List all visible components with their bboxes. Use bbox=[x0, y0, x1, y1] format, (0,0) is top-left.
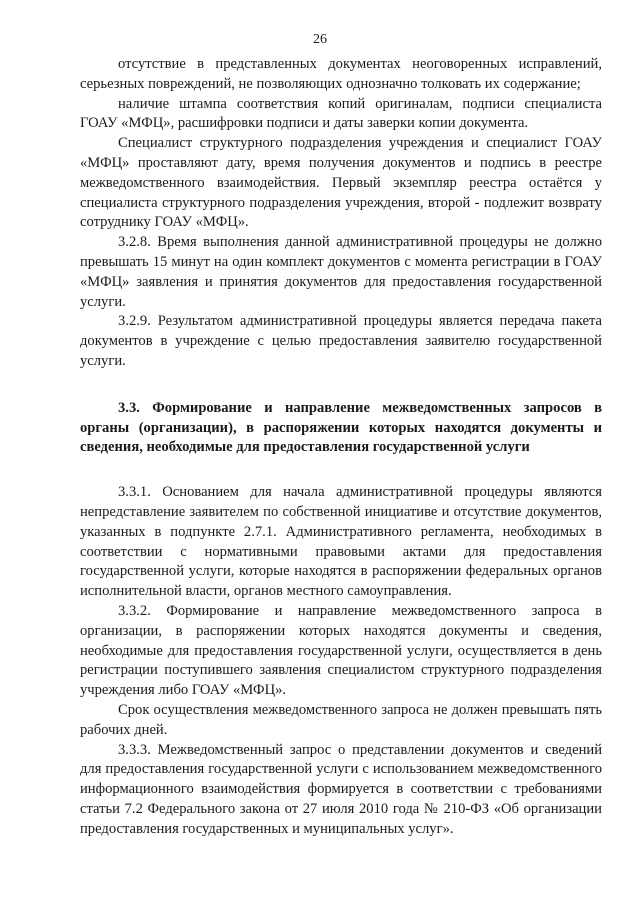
paragraph: наличие штампа соответствия копий оригиналам, подписи специалиста ГОАУ «МФЦ», расшифровки подписи и даты заверки копии документа. bbox=[80, 95, 602, 132]
paragraph: 3.2.8. Время выполнения данной административной процедуры не должно превышать 15 минут на один комплект документов с момента регистрации в ГОАУ «МФЦ» заявления и принятия документов для предоставления государственной услуги. bbox=[80, 234, 602, 310]
page-number: 26 bbox=[313, 32, 327, 47]
paragraph: отсутствие в представленных документах неоговоренных исправлений, серьезных повреждений, не позволяющих однозначно толковать их содержание; bbox=[80, 56, 602, 92]
paragraph: 3.3.1. Основанием для начала административной процедуры являются непредставление заявителем по собственной инициативе и отсутствие документов, указанных в подпункте 2.7.1. Административного регламента, необходимых в соответствии с нормативными правовыми актами для предоставления государственной услуги, которые находятся в распоряжении федеральных органов исполнительной власти, органов местного самоуправления. bbox=[80, 484, 602, 600]
section-heading: 3.3. Формирование и направление межведомственных запросов в органы (организации), в распоряжении которых находятся документы и сведения, необходимые для предоставления государственной услуги bbox=[80, 399, 602, 456]
paragraph: Срок осуществления межведомственного запроса не должен превышать пять рабочих дней. bbox=[80, 701, 602, 738]
paragraph: 3.2.9. Результатом административной процедуры является передача пакета документов в учреждение с целью предоставления заявителю государственной услуги. bbox=[80, 313, 602, 369]
paragraph: 3.3.2. Формирование и направление межведомственного запроса в организации, в распоряжении которых находятся документы и сведения, необходимые для предоставления государственной услуги, осуществляется в день регистрации поступившего заявления специалистом структурного подразделения учреждения либо ГОАУ «МФЦ». bbox=[80, 602, 602, 699]
paragraph: Специалист структурного подразделения учреждения и специалист ГОАУ «МФЦ» проставляют дату, время получения документов и подпись в реестре межведомственного взаимодействия. Первый экземпляр реестра остаётся у специалиста структурного подразделения учреждения, второй - подлежит возврату сотруднику ГОАУ «МФЦ». bbox=[80, 135, 602, 231]
paragraph: 3.3.3. Межведомственный запрос о представлении документов и сведений для предоставления государственной услуги с использованием межведомственного информационного взаимодействия формируется в соответствии с требованиями статьи 7.2 Федерального закона от 27 июля 2010 года № 210-ФЗ «Об организации предоставления государственных и муниципальных услуг». bbox=[80, 741, 602, 837]
document-body bbox=[80, 55, 602, 839]
